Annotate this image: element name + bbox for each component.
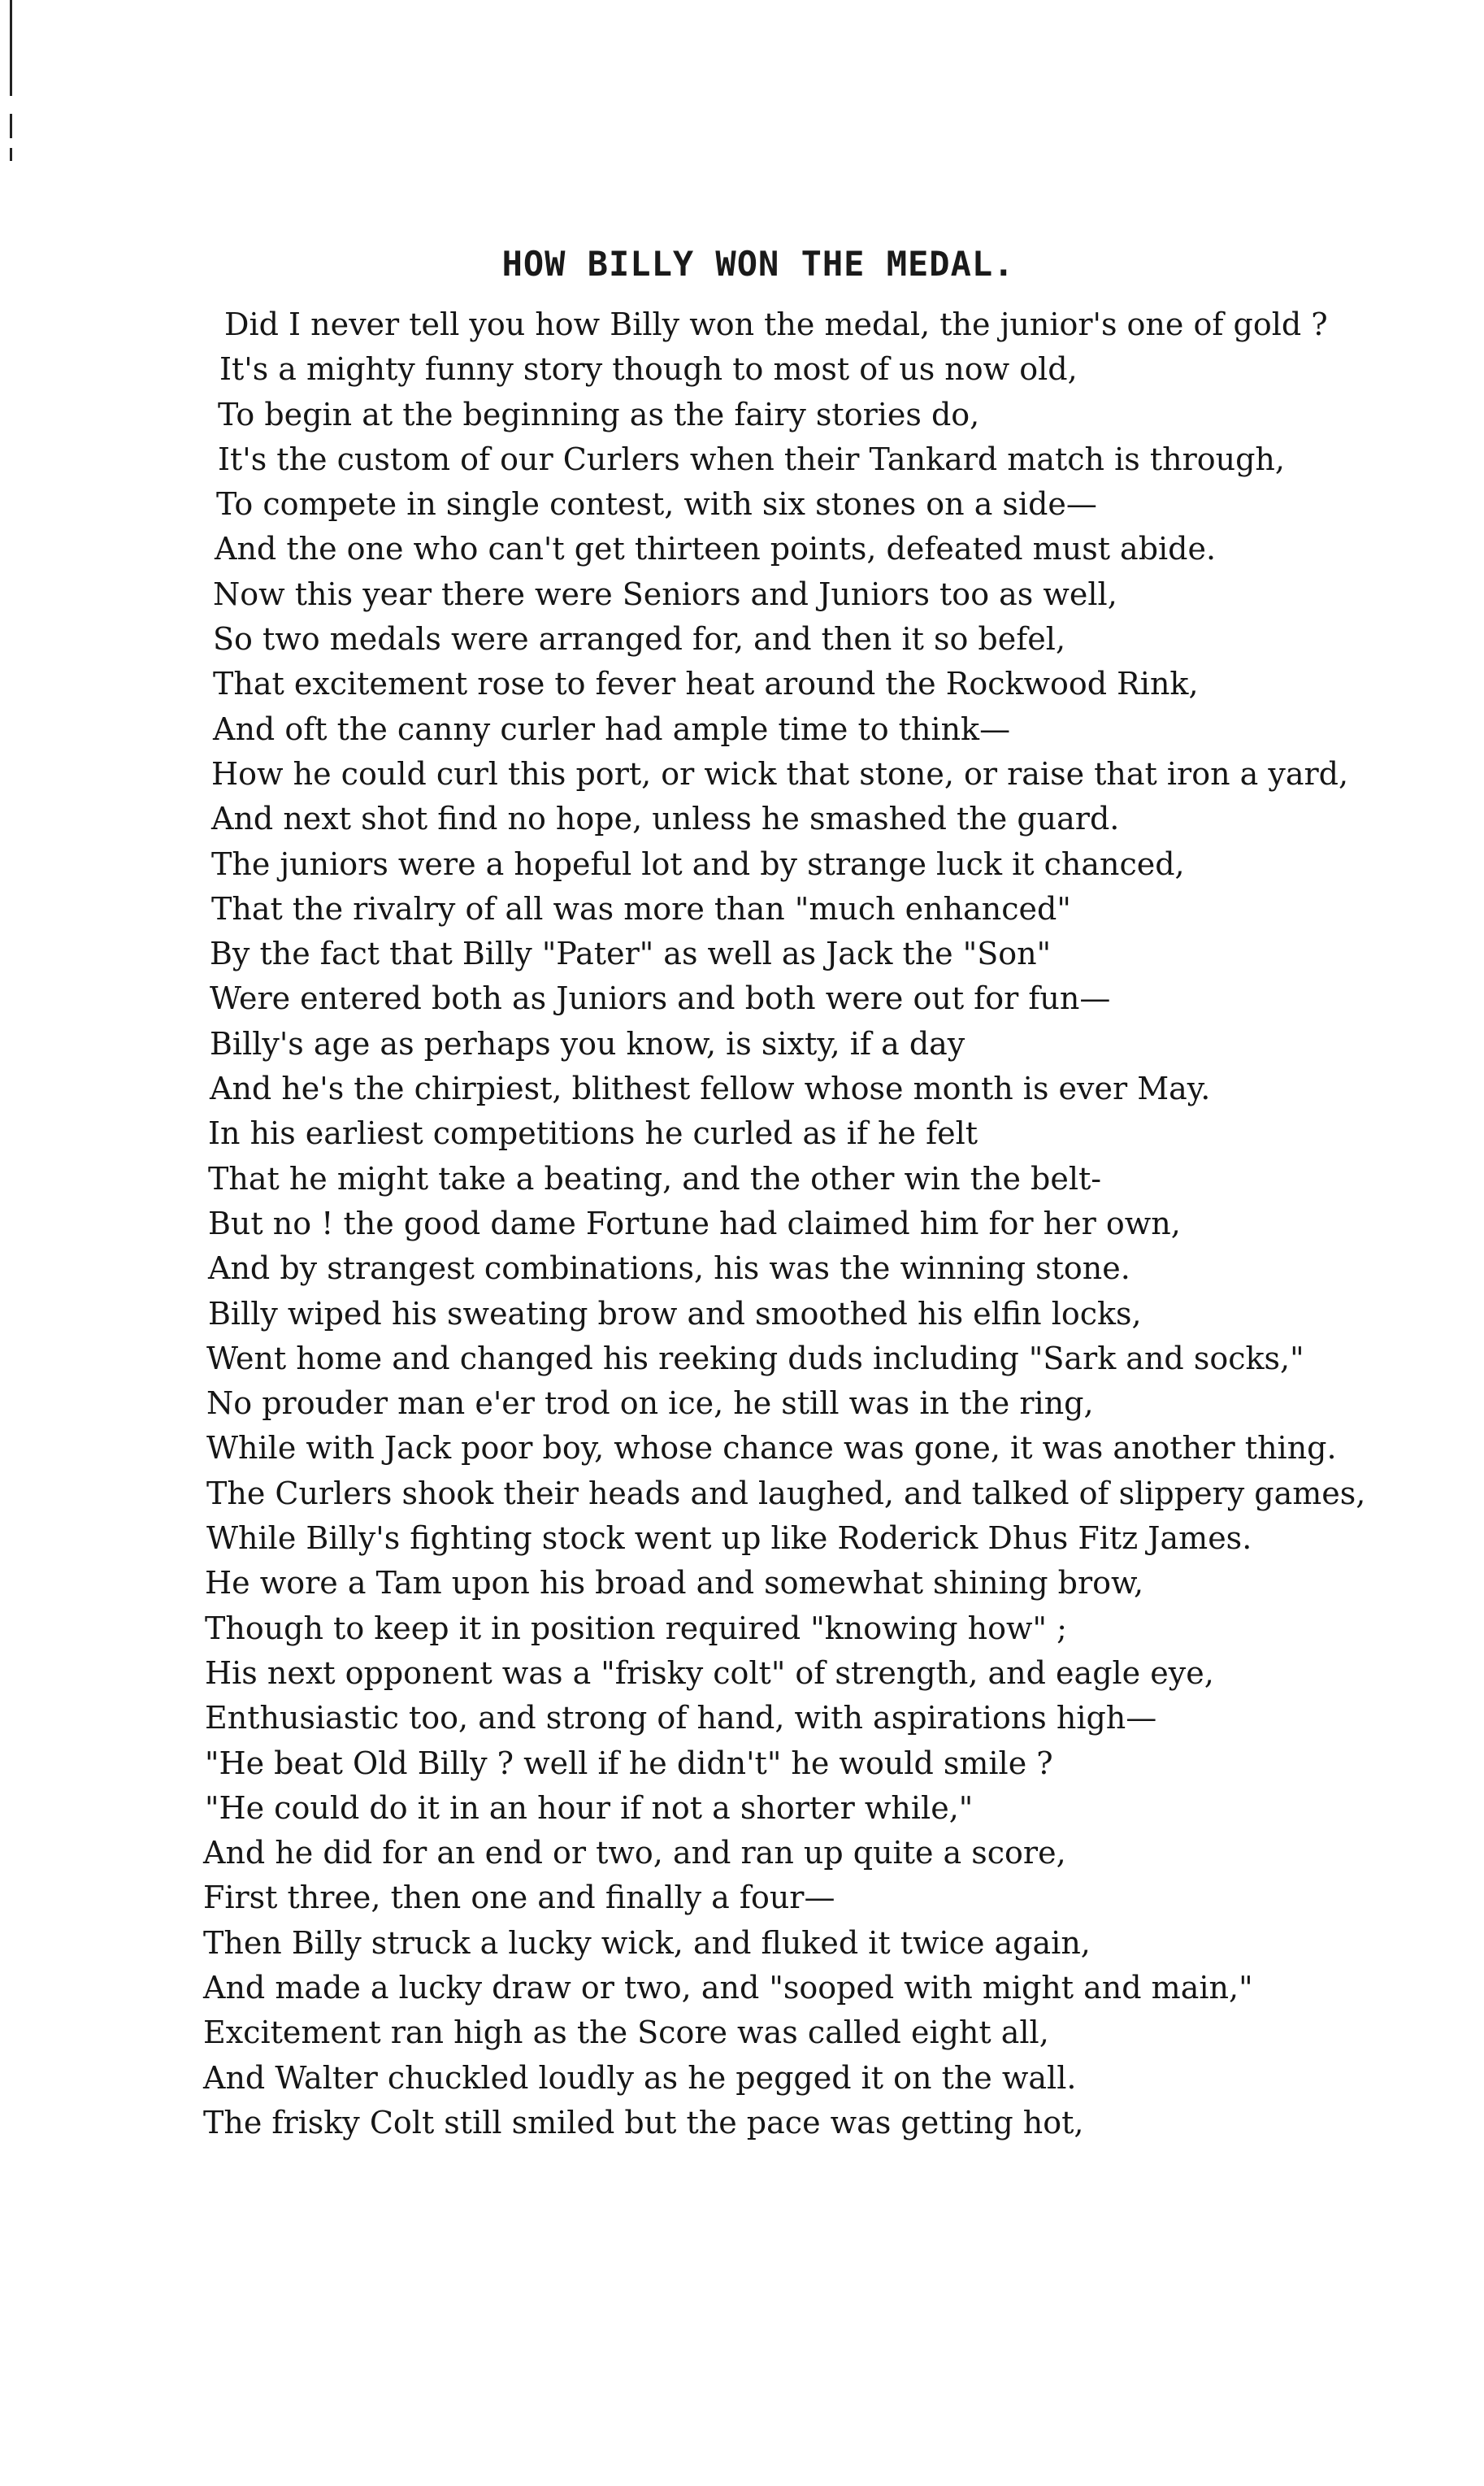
poem-line: The frisky Colt still smiled but the pace was getting hot, (203, 2104, 1084, 2140)
poem-line: His next opponent was a "frisky colt" of strength, and eagle eye, (205, 1654, 1214, 1691)
poem-line: That he might take a beating, and the other win the belt- (208, 1160, 1102, 1197)
poem-line: It's the custom of our Curlers when their Tankard match is through, (218, 441, 1285, 477)
poem-line: By the fact that Billy "Pater" as well as Jack the "Son" (210, 936, 1052, 972)
poem-line: And made a lucky draw or two, and "sooped with might and main," (203, 1969, 1253, 2006)
poem-line: The juniors were a hopeful lot and by strange luck it chanced, (211, 845, 1185, 882)
poem-line: That excitement rose to fever heat around the Rockwood Rink, (213, 666, 1199, 702)
poem-line: So two medals were arranged for, and then it so befel, (213, 621, 1066, 658)
poem-line: That the rivalry of all was more than "much enhanced" (211, 890, 1071, 927)
poem-line: Enthusiastic too, and strong of hand, with aspirations high— (205, 1700, 1157, 1736)
poem-line: And he's the chirpiest, blithest fellow whose month is ever May. (210, 1071, 1211, 1107)
poem-line: "He could do it in an hour if not a shorter while," (205, 1789, 974, 1826)
poem-line: And the one who can't get thirteen points, defeated must abide. (215, 531, 1217, 567)
poem-line: In his earliest competitions he curled as if he felt (208, 1115, 978, 1152)
poem-title: HOW BILLY WON THE MEDAL. (501, 244, 1015, 284)
poem-line: But no ! the good dame Fortune had claimed him for her own, (208, 1205, 1181, 1241)
poem-line: And oft the canny curler had ample time to think— (213, 711, 1011, 747)
poem-line: To begin at the beginning as the fairy stories do, (218, 396, 980, 432)
poem-line: How he could curl this port, or wick that stone, or raise that iron a yard, (211, 755, 1349, 792)
scan-edge-mark (10, 0, 12, 96)
poem-line: It's a mighty funny story though to most of us now old, (219, 351, 1078, 388)
poem-line: The Curlers shook their heads and laughed, and talked of slippery games, (206, 1475, 1366, 1511)
poem-line: Now this year there were Seniors and Juniors too as well, (213, 576, 1117, 612)
poem-line: No prouder man e'er trod on ice, he still was in the ring, (206, 1385, 1094, 1422)
poem-line: Did I never tell you how Billy won the medal, the junior's one of gold ? (224, 306, 1328, 342)
poem-line: While with Jack poor boy, whose chance was gone, it was another thing. (206, 1430, 1337, 1467)
poem-line: Went home and changed his reeking duds including "Sark and socks," (206, 1340, 1304, 1376)
poem-body (203, 302, 1438, 2145)
poem-line: First three, then one and finally a four— (203, 1880, 835, 1916)
poem-line: And Walter chuckled loudly as he pegged it on the wall. (203, 2059, 1077, 2096)
scan-edge-mark (10, 114, 12, 138)
poem-line: Then Billy struck a lucky wick, and fluked it twice again, (203, 1924, 1091, 1961)
poem-line: Though to keep it in position required "knowing how" ; (205, 1610, 1067, 1646)
poem-line: Billy's age as perhaps you know, is sixty, if a day (210, 1025, 965, 1062)
poem-line: Were entered both as Juniors and both were out for fun— (210, 980, 1111, 1017)
poem-line: Excitement ran high as the Score was called eight all, (203, 2014, 1049, 2051)
poem-line: He wore a Tam upon his broad and somewhat shining brow, (205, 1565, 1144, 1602)
scan-edge-mark (10, 148, 12, 161)
poem-line: While Billy's fighting stock went up like Roderick Dhus Fitz James. (206, 1520, 1252, 1557)
poem-line: And next shot find no hope, unless he smashed the guard. (211, 801, 1120, 837)
poem-line: And he did for an end or two, and ran up quite a score, (203, 1835, 1066, 1871)
poem-line: And by strangest combinations, his was the winning stone. (208, 1250, 1130, 1287)
poem-line: To compete in single contest, with six stones on a side— (216, 486, 1097, 523)
poem-line: Billy wiped his sweating brow and smoothed his elfin locks, (208, 1295, 1142, 1332)
poem-line: "He beat Old Billy ? well if he didn't" he would smile ? (205, 1745, 1053, 1781)
